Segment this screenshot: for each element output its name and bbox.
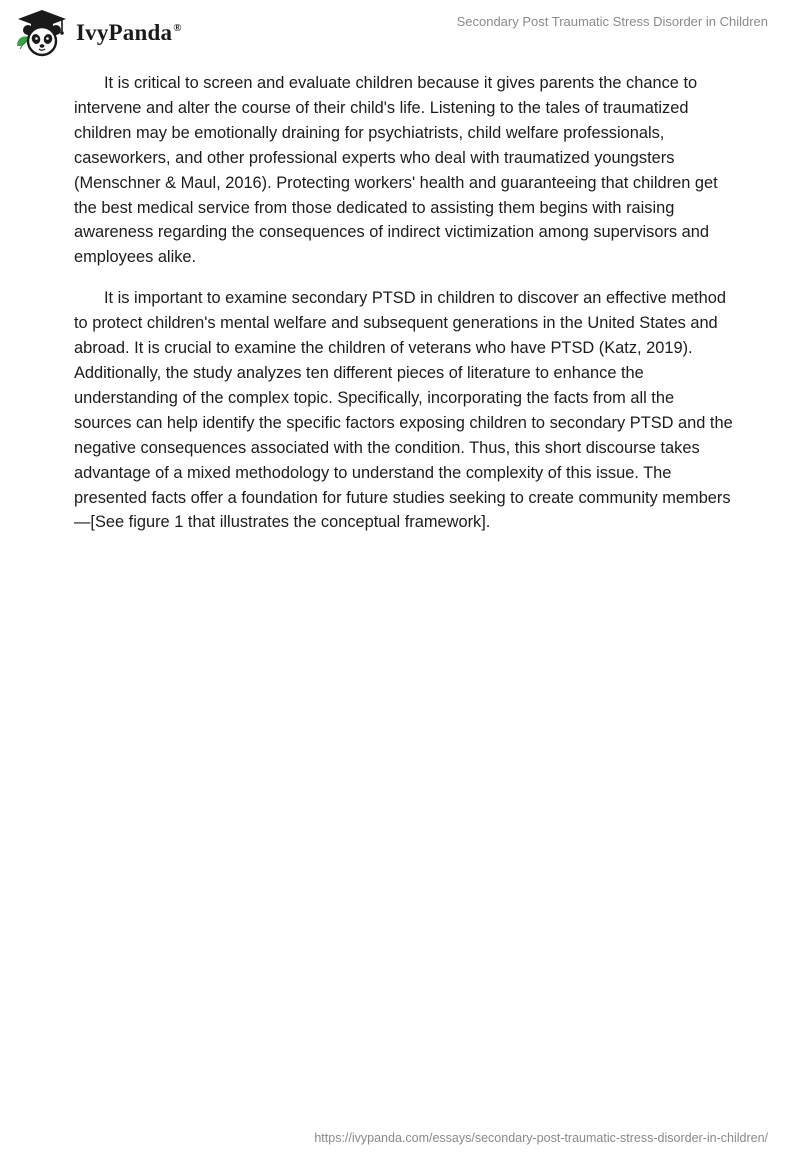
panda-graduate-icon: [14, 8, 74, 58]
running-title: Secondary Post Traumatic Stress Disorder in Children: [456, 14, 768, 29]
essay-body: [74, 71, 734, 551]
registered-mark: ®: [173, 22, 182, 35]
ivypanda-logo[interactable]: [14, 8, 182, 58]
paragraph: It is important to examine secondary PTSD in children to discover an effective method to protect children's mental welfare and subsequent generations in the United States and abroad. It is crucial to examine the children of veterans who have PTSD (Katz, 2019). Additionally, the study analyzes ten different pieces of literature to enhance the understanding of the complex topic. Specifically, incorporating the facts from all the sources can help identify the specific factors exposing children to secondary PTSD and the negative consequences associated with the condition. Thus, this short discourse takes advantage of a mixed methodology to understand the complexity of this issue. The presented facts offer a foundation for future studies seeking to create community members—[See figure 1 that illustrates the conceptual framework].: [74, 289, 733, 532]
paragraph: It is critical to screen and evaluate children because it gives parents the chance to intervene and alter the course of their child's life. Listening to the tales of traumatized children may be emotionally draining for psychiatrists, child welfare professionals, caseworkers, and other professional experts who deal with traumatized youngsters (Menschner & Maul, 2016). Protecting workers' health and guaranteeing that children get the best medical service from those dedicated to assisting them begins with raising awareness regarding the consequences of indirect victimization among supervisors and employees alike.: [74, 74, 718, 267]
brand-name: IvyPanda®: [76, 20, 182, 45]
source-url-link[interactable]: https://ivypanda.com/essays/secondary-post-traumatic-stress-disorder-in-children/: [314, 1131, 768, 1145]
